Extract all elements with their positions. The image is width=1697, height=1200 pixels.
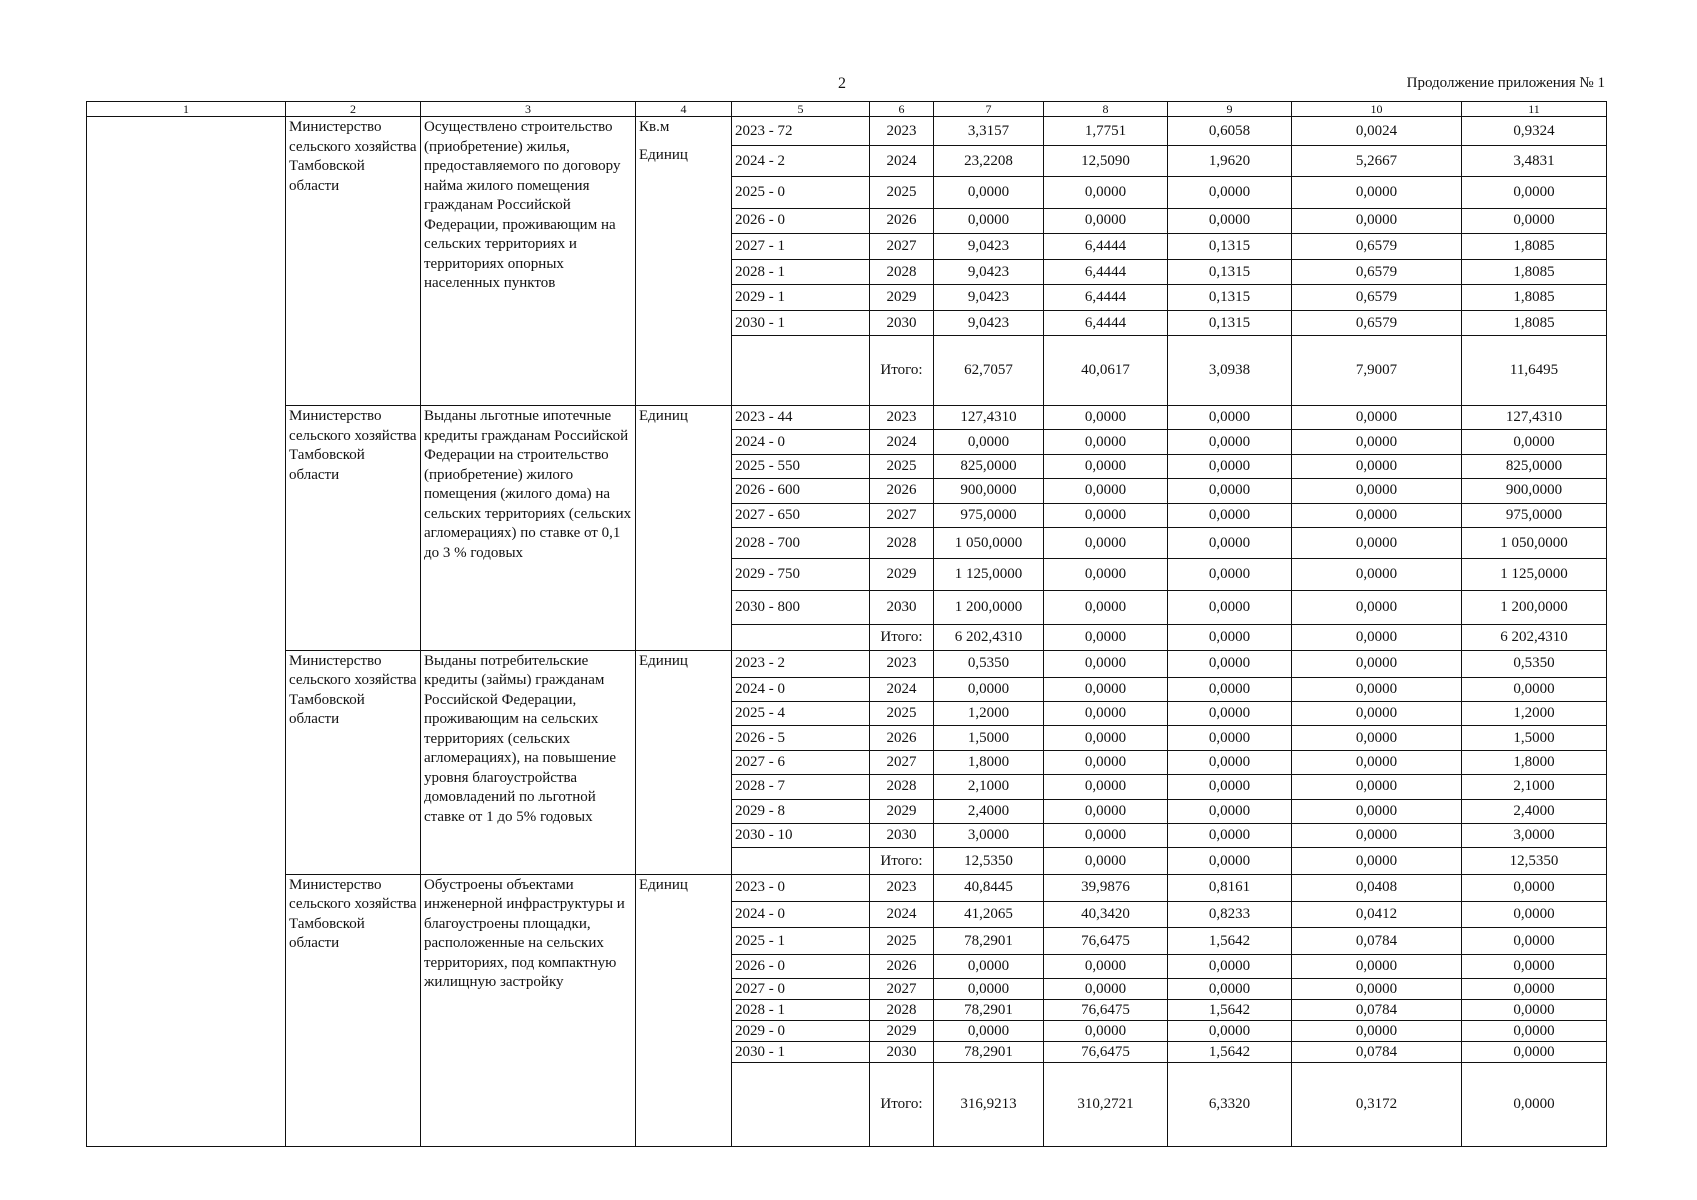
year-cell: 2030 xyxy=(870,590,934,625)
year-cell: 2029 xyxy=(870,799,934,823)
year-cell: 2028 xyxy=(870,259,934,285)
value-col7: 1,8000 xyxy=(934,750,1044,774)
total-col7: 12,5350 xyxy=(934,848,1044,875)
value-col11: 0,0000 xyxy=(1462,430,1607,454)
value-col7: 78,2901 xyxy=(934,1042,1044,1063)
value-col8: 0,0000 xyxy=(1044,775,1168,799)
value-col11: 825,0000 xyxy=(1462,454,1607,478)
indicator-description: Выданы льготные ипотечные кредиты гражданам Российской Федерации на строительство (приобретение) жилого помещения (жилого дома) на сельских территориях (сельских агломерациях) по ставке от 0,1 до 3 % годовых xyxy=(421,406,636,651)
value-col7: 0,0000 xyxy=(934,208,1044,234)
value-col8: 0,0000 xyxy=(1044,677,1168,701)
year-cell: 2024 xyxy=(870,901,934,928)
empty-cell xyxy=(732,625,870,651)
year-count-label: 2028 - 700 xyxy=(732,527,870,558)
year-count-label: 2030 - 10 xyxy=(732,823,870,847)
year-count-label: 2029 - 750 xyxy=(732,559,870,590)
column-header-3: 3 xyxy=(421,102,636,117)
total-col10: 0,3172 xyxy=(1292,1063,1462,1147)
value-col7: 9,0423 xyxy=(934,234,1044,260)
value-col11: 1 050,0000 xyxy=(1462,527,1607,558)
year-cell: 2023 xyxy=(870,117,934,146)
value-col8: 0,0000 xyxy=(1044,430,1168,454)
value-col9: 0,0000 xyxy=(1168,677,1292,701)
year-cell: 2030 xyxy=(870,1042,934,1063)
value-col10: 0,6579 xyxy=(1292,259,1462,285)
total-col8: 40,0617 xyxy=(1044,336,1168,406)
value-col11: 1,8085 xyxy=(1462,259,1607,285)
column-header-8: 8 xyxy=(1044,102,1168,117)
value-col8: 0,0000 xyxy=(1044,750,1168,774)
year-count-label: 2025 - 1 xyxy=(732,928,870,955)
value-col10: 0,0000 xyxy=(1292,1021,1462,1042)
value-col10: 0,0412 xyxy=(1292,901,1462,928)
value-col8: 0,0000 xyxy=(1044,823,1168,847)
value-col11: 0,9324 xyxy=(1462,117,1607,146)
value-col10: 0,0000 xyxy=(1292,823,1462,847)
unit-cell xyxy=(636,650,732,874)
unit-label: Единиц xyxy=(639,876,688,893)
unit-label: Кв.м xyxy=(639,119,670,135)
year-cell: 2025 xyxy=(870,928,934,955)
value-col11: 0,0000 xyxy=(1462,1042,1607,1063)
value-col7: 0,0000 xyxy=(934,177,1044,208)
column-header-row xyxy=(87,102,1607,117)
value-col7: 0,5350 xyxy=(934,650,1044,677)
value-col11: 1,8085 xyxy=(1462,234,1607,260)
year-count-label: 2030 - 1 xyxy=(732,310,870,336)
total-col7: 62,7057 xyxy=(934,336,1044,406)
value-col7: 0,0000 xyxy=(934,955,1044,979)
value-col7: 23,2208 xyxy=(934,146,1044,177)
total-col8: 0,0000 xyxy=(1044,625,1168,651)
value-col10: 0,0000 xyxy=(1292,177,1462,208)
value-col10: 0,0408 xyxy=(1292,874,1462,901)
value-col10: 0,6579 xyxy=(1292,310,1462,336)
total-col11: 6 202,4310 xyxy=(1462,625,1607,651)
value-col8: 40,3420 xyxy=(1044,901,1168,928)
value-col9: 0,1315 xyxy=(1168,285,1292,311)
value-col10: 0,0000 xyxy=(1292,479,1462,503)
value-col8: 6,4444 xyxy=(1044,310,1168,336)
value-col11: 3,4831 xyxy=(1462,146,1607,177)
value-col7: 127,4310 xyxy=(934,406,1044,430)
year-cell: 2029 xyxy=(870,1021,934,1042)
value-col9: 0,0000 xyxy=(1168,955,1292,979)
ministry-cell: Министерство сельского хозяйства Тамбовской области xyxy=(286,406,421,651)
value-col8: 0,0000 xyxy=(1044,702,1168,726)
column-header-10: 10 xyxy=(1292,102,1462,117)
value-col7: 3,0000 xyxy=(934,823,1044,847)
value-col8: 0,0000 xyxy=(1044,726,1168,750)
column-1-cell xyxy=(87,117,286,1147)
table-row xyxy=(87,406,1607,430)
year-cell: 2028 xyxy=(870,775,934,799)
value-col7: 1 200,0000 xyxy=(934,590,1044,625)
itogo-label: Итого: xyxy=(870,848,934,875)
value-col10: 0,0000 xyxy=(1292,650,1462,677)
value-col10: 0,0000 xyxy=(1292,590,1462,625)
value-col8: 0,0000 xyxy=(1044,979,1168,1000)
unit-label: Единиц xyxy=(639,146,688,163)
year-count-label: 2025 - 0 xyxy=(732,177,870,208)
itogo-label: Итого: xyxy=(870,1063,934,1147)
value-col11: 0,0000 xyxy=(1462,1021,1607,1042)
value-col11: 1,8000 xyxy=(1462,750,1607,774)
unit-label: Единиц xyxy=(639,652,688,669)
value-col7: 1,5000 xyxy=(934,726,1044,750)
value-col8: 39,9876 xyxy=(1044,874,1168,901)
total-col7: 6 202,4310 xyxy=(934,625,1044,651)
value-col7: 9,0423 xyxy=(934,310,1044,336)
value-col7: 3,3157 xyxy=(934,117,1044,146)
total-col8: 0,0000 xyxy=(1044,848,1168,875)
value-col11: 0,0000 xyxy=(1462,955,1607,979)
value-col7: 2,1000 xyxy=(934,775,1044,799)
year-cell: 2023 xyxy=(870,650,934,677)
value-col11: 1,2000 xyxy=(1462,702,1607,726)
itogo-label: Итого: xyxy=(870,336,934,406)
value-col11: 0,0000 xyxy=(1462,1000,1607,1021)
value-col9: 0,0000 xyxy=(1168,702,1292,726)
year-cell: 2029 xyxy=(870,559,934,590)
value-col8: 76,6475 xyxy=(1044,1000,1168,1021)
year-count-label: 2024 - 0 xyxy=(732,677,870,701)
column-header-2: 2 xyxy=(286,102,421,117)
empty-cell xyxy=(732,848,870,875)
value-col7: 78,2901 xyxy=(934,928,1044,955)
value-col8: 0,0000 xyxy=(1044,479,1168,503)
value-col11: 0,0000 xyxy=(1462,677,1607,701)
table-row xyxy=(87,874,1607,901)
value-col11: 127,4310 xyxy=(1462,406,1607,430)
value-col9: 1,5642 xyxy=(1168,1000,1292,1021)
year-cell: 2025 xyxy=(870,454,934,478)
value-col10: 0,0024 xyxy=(1292,117,1462,146)
year-count-label: 2028 - 1 xyxy=(732,1000,870,1021)
value-col10: 0,0000 xyxy=(1292,726,1462,750)
value-col8: 6,4444 xyxy=(1044,259,1168,285)
value-col11: 0,0000 xyxy=(1462,928,1607,955)
total-col10: 0,0000 xyxy=(1292,848,1462,875)
value-col10: 0,0000 xyxy=(1292,527,1462,558)
value-col8: 0,0000 xyxy=(1044,799,1168,823)
value-col10: 0,0000 xyxy=(1292,503,1462,527)
value-col7: 1,2000 xyxy=(934,702,1044,726)
value-col9: 0,0000 xyxy=(1168,750,1292,774)
value-col8: 0,0000 xyxy=(1044,1021,1168,1042)
total-col11: 0,0000 xyxy=(1462,1063,1607,1147)
year-count-label: 2026 - 5 xyxy=(732,726,870,750)
value-col9: 0,0000 xyxy=(1168,1021,1292,1042)
year-count-label: 2030 - 1 xyxy=(732,1042,870,1063)
itogo-label: Итого: xyxy=(870,625,934,651)
value-col9: 0,0000 xyxy=(1168,406,1292,430)
value-col10: 0,0000 xyxy=(1292,750,1462,774)
value-col11: 975,0000 xyxy=(1462,503,1607,527)
page-number: 2 xyxy=(838,75,846,92)
year-count-label: 2029 - 0 xyxy=(732,1021,870,1042)
value-col9: 1,5642 xyxy=(1168,1042,1292,1063)
value-col9: 0,8161 xyxy=(1168,874,1292,901)
total-col7: 316,9213 xyxy=(934,1063,1044,1147)
year-cell: 2028 xyxy=(870,1000,934,1021)
value-col9: 0,0000 xyxy=(1168,726,1292,750)
value-col10: 0,0000 xyxy=(1292,208,1462,234)
year-count-label: 2023 - 44 xyxy=(732,406,870,430)
value-col8: 0,0000 xyxy=(1044,559,1168,590)
value-col7: 2,4000 xyxy=(934,799,1044,823)
total-col10: 0,0000 xyxy=(1292,625,1462,651)
year-count-label: 2023 - 2 xyxy=(732,650,870,677)
year-count-label: 2027 - 6 xyxy=(732,750,870,774)
column-header-9: 9 xyxy=(1168,102,1292,117)
value-col10: 0,0000 xyxy=(1292,406,1462,430)
value-col11: 2,1000 xyxy=(1462,775,1607,799)
value-col11: 1,8085 xyxy=(1462,285,1607,311)
value-col9: 0,1315 xyxy=(1168,234,1292,260)
value-col11: 0,0000 xyxy=(1462,979,1607,1000)
value-col11: 1,8085 xyxy=(1462,310,1607,336)
value-col8: 0,0000 xyxy=(1044,454,1168,478)
continuation-label: Продолжение приложения № 1 xyxy=(1406,75,1605,91)
year-count-label: 2027 - 650 xyxy=(732,503,870,527)
value-col8: 0,0000 xyxy=(1044,406,1168,430)
year-cell: 2023 xyxy=(870,874,934,901)
column-header-4: 4 xyxy=(636,102,732,117)
value-col8: 0,0000 xyxy=(1044,650,1168,677)
value-col10: 0,0000 xyxy=(1292,979,1462,1000)
value-col9: 0,0000 xyxy=(1168,823,1292,847)
column-header-7: 7 xyxy=(934,102,1044,117)
empty-cell xyxy=(732,336,870,406)
value-col7: 78,2901 xyxy=(934,1000,1044,1021)
value-col9: 0,6058 xyxy=(1168,117,1292,146)
value-col9: 1,5642 xyxy=(1168,928,1292,955)
value-col9: 0,0000 xyxy=(1168,527,1292,558)
year-cell: 2027 xyxy=(870,979,934,1000)
value-col9: 0,1315 xyxy=(1168,259,1292,285)
unit-cell xyxy=(636,117,732,406)
value-col9: 0,0000 xyxy=(1168,208,1292,234)
year-cell: 2025 xyxy=(870,702,934,726)
value-col9: 0,0000 xyxy=(1168,799,1292,823)
total-col10: 7,9007 xyxy=(1292,336,1462,406)
value-col7: 41,2065 xyxy=(934,901,1044,928)
year-count-label: 2024 - 0 xyxy=(732,901,870,928)
total-col11: 12,5350 xyxy=(1462,848,1607,875)
year-cell: 2026 xyxy=(870,479,934,503)
value-col9: 0,0000 xyxy=(1168,479,1292,503)
year-count-label: 2029 - 1 xyxy=(732,285,870,311)
value-col10: 0,0784 xyxy=(1292,928,1462,955)
value-col11: 0,0000 xyxy=(1462,901,1607,928)
value-col10: 0,0000 xyxy=(1292,559,1462,590)
year-cell: 2026 xyxy=(870,208,934,234)
value-col11: 1,5000 xyxy=(1462,726,1607,750)
year-count-label: 2026 - 0 xyxy=(732,208,870,234)
value-col8: 0,0000 xyxy=(1044,208,1168,234)
year-cell: 2027 xyxy=(870,750,934,774)
year-count-label: 2027 - 1 xyxy=(732,234,870,260)
value-col9: 0,1315 xyxy=(1168,310,1292,336)
value-col11: 0,0000 xyxy=(1462,874,1607,901)
year-count-label: 2028 - 7 xyxy=(732,775,870,799)
value-col11: 3,0000 xyxy=(1462,823,1607,847)
value-col11: 1 200,0000 xyxy=(1462,590,1607,625)
value-col10: 5,2667 xyxy=(1292,146,1462,177)
value-col9: 0,0000 xyxy=(1168,979,1292,1000)
value-col7: 1 125,0000 xyxy=(934,559,1044,590)
value-col8: 76,6475 xyxy=(1044,1042,1168,1063)
year-count-label: 2029 - 8 xyxy=(732,799,870,823)
value-col9: 0,0000 xyxy=(1168,650,1292,677)
value-col7: 40,8445 xyxy=(934,874,1044,901)
indicator-description: Осуществлено строительство (приобретение) жилья, предоставляемого по договору найма жилого помещения гражданам Российской Федерации, проживающим на сельских территориях и территориях опорных населенных пунктов xyxy=(421,117,636,406)
column-header-1: 1 xyxy=(87,102,286,117)
year-cell: 2023 xyxy=(870,406,934,430)
ministry-cell: Министерство сельского хозяйства Тамбовской области xyxy=(286,117,421,406)
value-col8: 0,0000 xyxy=(1044,590,1168,625)
value-col10: 0,0000 xyxy=(1292,430,1462,454)
value-col7: 900,0000 xyxy=(934,479,1044,503)
value-col10: 0,0000 xyxy=(1292,955,1462,979)
value-col10: 0,6579 xyxy=(1292,234,1462,260)
year-count-label: 2024 - 0 xyxy=(732,430,870,454)
value-col9: 0,0000 xyxy=(1168,775,1292,799)
unit-cell xyxy=(636,406,732,651)
value-col8: 0,0000 xyxy=(1044,527,1168,558)
value-col9: 0,0000 xyxy=(1168,559,1292,590)
value-col11: 2,4000 xyxy=(1462,799,1607,823)
value-col9: 0,0000 xyxy=(1168,454,1292,478)
value-col10: 0,0000 xyxy=(1292,702,1462,726)
total-col9: 0,0000 xyxy=(1168,848,1292,875)
value-col7: 0,0000 xyxy=(934,1021,1044,1042)
value-col10: 0,0000 xyxy=(1292,677,1462,701)
value-col11: 0,0000 xyxy=(1462,208,1607,234)
year-count-label: 2028 - 1 xyxy=(732,259,870,285)
year-cell: 2025 xyxy=(870,177,934,208)
value-col9: 1,9620 xyxy=(1168,146,1292,177)
value-col7: 975,0000 xyxy=(934,503,1044,527)
empty-cell xyxy=(732,1063,870,1147)
value-col9: 0,0000 xyxy=(1168,590,1292,625)
unit-label: Единиц xyxy=(639,408,688,425)
year-cell: 2024 xyxy=(870,146,934,177)
total-col9: 3,0938 xyxy=(1168,336,1292,406)
year-count-label: 2023 - 72 xyxy=(732,117,870,146)
value-col7: 0,0000 xyxy=(934,430,1044,454)
year-count-label: 2024 - 2 xyxy=(732,146,870,177)
year-cell: 2029 xyxy=(870,285,934,311)
value-col9: 0,8233 xyxy=(1168,901,1292,928)
indicator-description: Обустроены объектами инженерной инфраструктуры и благоустроены площадки, расположенные на сельских территориях, под компактную жилищную застройку xyxy=(421,874,636,1146)
year-cell: 2030 xyxy=(870,823,934,847)
value-col8: 12,5090 xyxy=(1044,146,1168,177)
value-col7: 9,0423 xyxy=(934,259,1044,285)
year-count-label: 2025 - 550 xyxy=(732,454,870,478)
value-col8: 1,7751 xyxy=(1044,117,1168,146)
column-header-11: 11 xyxy=(1462,102,1607,117)
year-cell: 2024 xyxy=(870,430,934,454)
value-col10: 0,0784 xyxy=(1292,1042,1462,1063)
value-col8: 0,0000 xyxy=(1044,503,1168,527)
value-col10: 0,6579 xyxy=(1292,285,1462,311)
value-col11: 0,0000 xyxy=(1462,177,1607,208)
value-col8: 6,4444 xyxy=(1044,234,1168,260)
total-col8: 310,2721 xyxy=(1044,1063,1168,1147)
value-col7: 825,0000 xyxy=(934,454,1044,478)
value-col10: 0,0000 xyxy=(1292,799,1462,823)
ministry-cell: Министерство сельского хозяйства Тамбовской области xyxy=(286,650,421,874)
year-cell: 2024 xyxy=(870,677,934,701)
value-col9: 0,0000 xyxy=(1168,503,1292,527)
total-col11: 11,6495 xyxy=(1462,336,1607,406)
column-header-6: 6 xyxy=(870,102,934,117)
indicator-description: Выданы потребительские кредиты (займы) гражданам Российской Федерации, проживающим на сельских территориях (сельских агломерациях), на повышение уровня благоустройства домовладений по льготной ставке от 1 до 5% годовых xyxy=(421,650,636,874)
value-col10: 0,0000 xyxy=(1292,454,1462,478)
value-col8: 0,0000 xyxy=(1044,955,1168,979)
year-cell: 2026 xyxy=(870,726,934,750)
value-col11: 900,0000 xyxy=(1462,479,1607,503)
column-header-5: 5 xyxy=(732,102,870,117)
value-col7: 0,0000 xyxy=(934,677,1044,701)
ministry-cell: Министерство сельского хозяйства Тамбовской области xyxy=(286,874,421,1146)
value-col11: 0,5350 xyxy=(1462,650,1607,677)
value-col11: 1 125,0000 xyxy=(1462,559,1607,590)
data-table xyxy=(86,101,1607,1147)
value-col8: 76,6475 xyxy=(1044,928,1168,955)
year-cell: 2027 xyxy=(870,503,934,527)
value-col7: 0,0000 xyxy=(934,979,1044,1000)
year-count-label: 2023 - 0 xyxy=(732,874,870,901)
year-count-label: 2026 - 600 xyxy=(732,479,870,503)
value-col7: 1 050,0000 xyxy=(934,527,1044,558)
year-count-label: 2026 - 0 xyxy=(732,955,870,979)
value-col10: 0,0000 xyxy=(1292,775,1462,799)
year-count-label: 2025 - 4 xyxy=(732,702,870,726)
year-cell: 2026 xyxy=(870,955,934,979)
unit-cell xyxy=(636,874,732,1146)
value-col9: 0,0000 xyxy=(1168,430,1292,454)
table-row xyxy=(87,117,1607,146)
total-col9: 0,0000 xyxy=(1168,625,1292,651)
year-cell: 2028 xyxy=(870,527,934,558)
year-cell: 2027 xyxy=(870,234,934,260)
table-row xyxy=(87,650,1607,677)
value-col10: 0,0784 xyxy=(1292,1000,1462,1021)
value-col8: 6,4444 xyxy=(1044,285,1168,311)
value-col8: 0,0000 xyxy=(1044,177,1168,208)
value-col7: 9,0423 xyxy=(934,285,1044,311)
total-col9: 6,3320 xyxy=(1168,1063,1292,1147)
year-count-label: 2030 - 800 xyxy=(732,590,870,625)
year-count-label: 2027 - 0 xyxy=(732,979,870,1000)
year-cell: 2030 xyxy=(870,310,934,336)
value-col9: 0,0000 xyxy=(1168,177,1292,208)
